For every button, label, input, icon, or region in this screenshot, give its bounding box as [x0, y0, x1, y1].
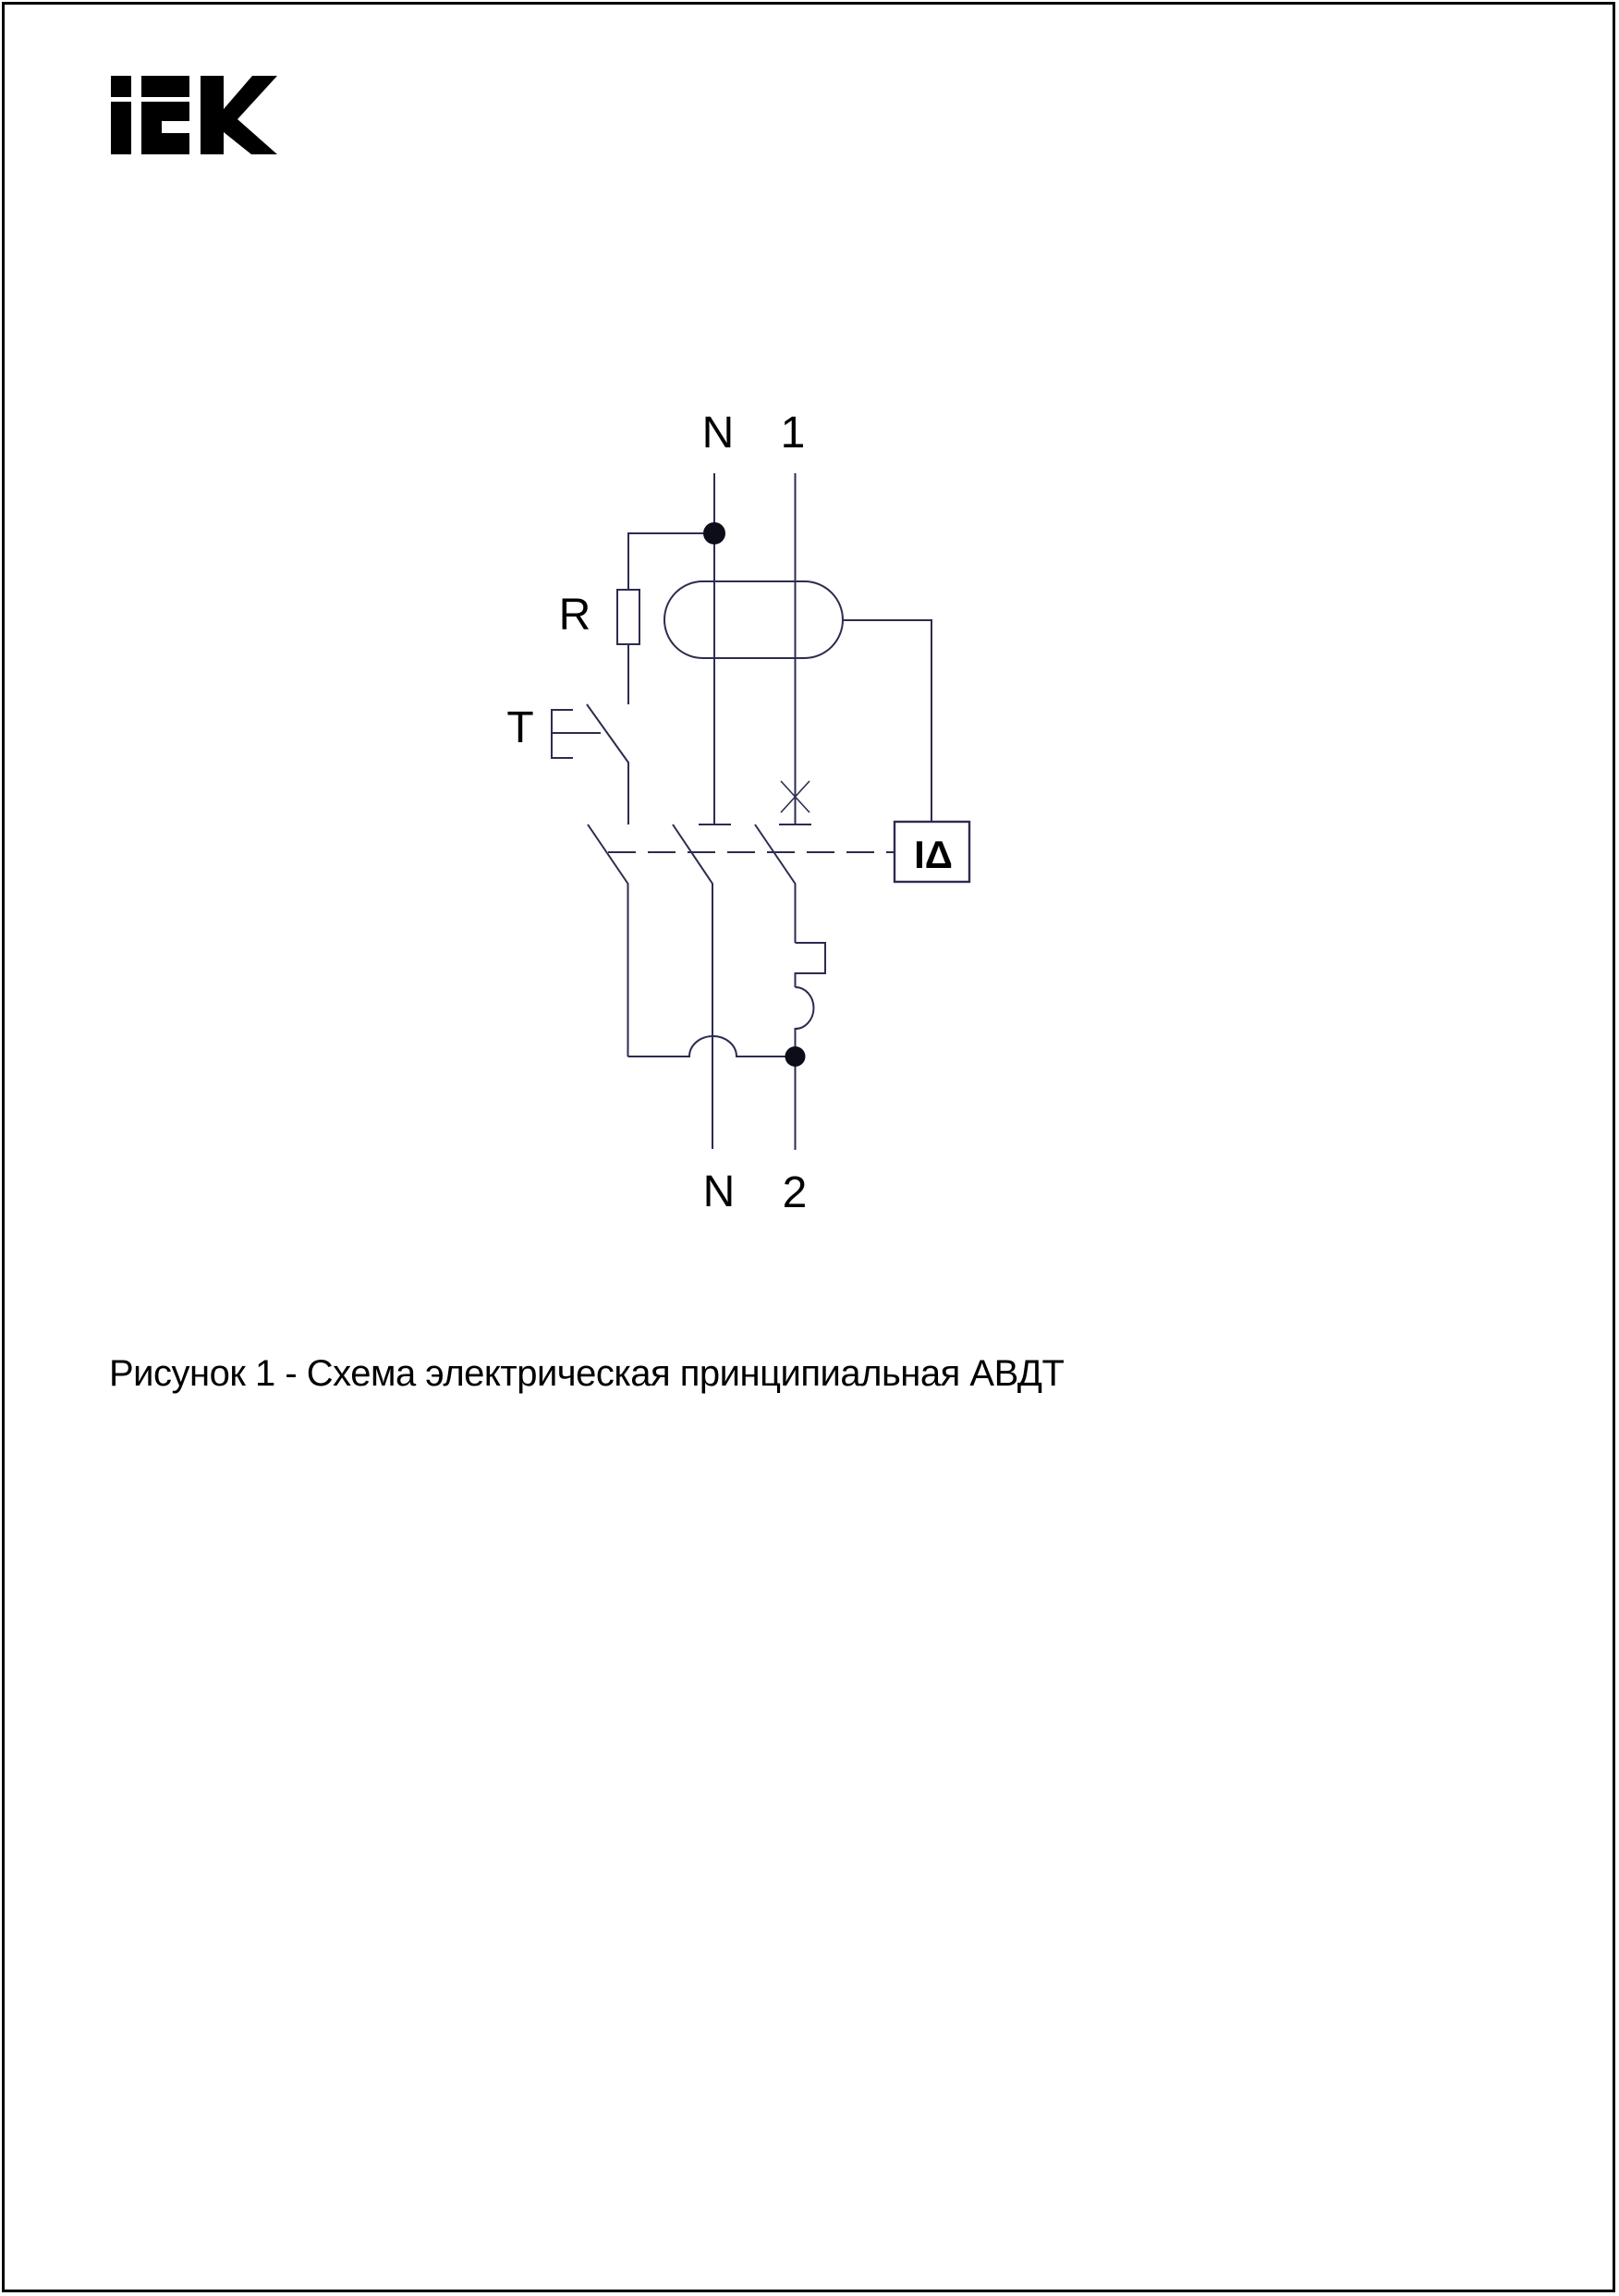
- junction-dot-bottom: [785, 1046, 806, 1067]
- differential-transformer-oval: [664, 581, 843, 658]
- test-button-bracket: [552, 710, 601, 758]
- label-bottom-phase: 2: [782, 1168, 808, 1217]
- label-bottom-neutral: N: [702, 1167, 736, 1216]
- breaker-contact-left: [588, 824, 628, 1056]
- junction-dot-top: [703, 522, 725, 544]
- breaker-contact-neutral: [673, 824, 712, 1149]
- figure-caption: Рисунок 1 - Схема электрическая принципиальная АВДТ: [109, 1353, 1065, 1394]
- label-resistor: R: [558, 591, 591, 640]
- breaker-contact-phase: [755, 824, 796, 943]
- thermal-release-arc: [796, 987, 814, 1046]
- label-top-neutral: N: [701, 409, 735, 458]
- residual-current-label: IΔ: [914, 833, 953, 876]
- transformer-to-release-wire: [843, 620, 931, 822]
- magnetic-release-jog: [796, 943, 826, 987]
- test-button-blade: [587, 704, 628, 824]
- label-top-phase: 1: [780, 409, 806, 458]
- test-resistor: [617, 590, 639, 644]
- label-test-button: T: [506, 703, 534, 752]
